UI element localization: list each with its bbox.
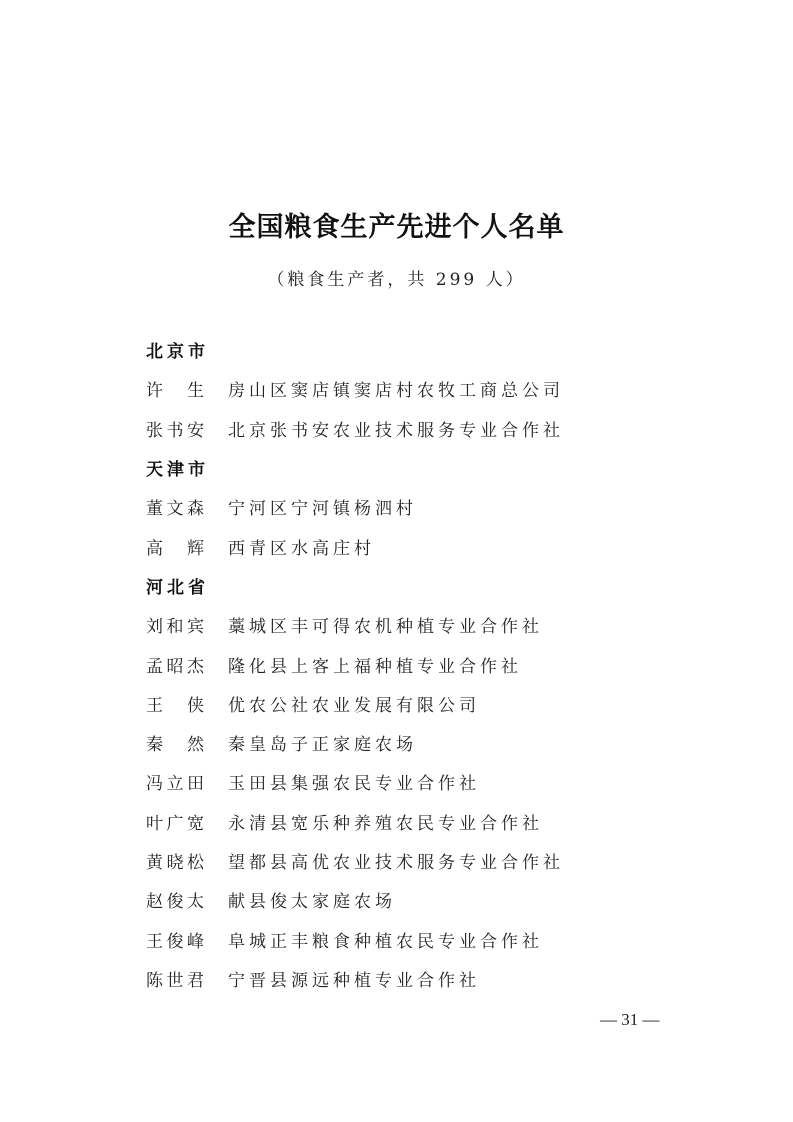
- name-char: 然: [187, 735, 204, 756]
- honoree-name: [146, 769, 204, 794]
- list-item: [146, 723, 666, 762]
- document-title: 全国粮食生产先进个人名单: [228, 212, 565, 243]
- list-item: [146, 487, 666, 526]
- name-char: 立: [166, 774, 184, 795]
- name-char: 晓: [166, 853, 184, 873]
- name-char: 侠: [187, 695, 204, 716]
- honoree-organization: 永清县宽乐种养殖农民专业合作社: [228, 813, 543, 834]
- name-char: 高: [146, 538, 163, 559]
- name-char: 君: [187, 970, 204, 991]
- list-item: [146, 841, 666, 880]
- honoree-organization: 献县俊太家庭农场: [228, 892, 396, 913]
- name-char: 孟: [146, 656, 163, 677]
- name-char: 书: [166, 420, 184, 441]
- honoree-organization: 优农公社农业发展有限公司: [228, 695, 480, 716]
- honoree-organization: 望都县高优农业技术服务专业合作社: [228, 853, 564, 873]
- honoree-organization: 隆化县上客上福种植专业合作社: [228, 656, 522, 677]
- name-char: 俊: [166, 892, 184, 913]
- honoree-name: [146, 691, 204, 716]
- name-char: 赵: [146, 892, 163, 913]
- page-number: — 31 —: [600, 1010, 660, 1029]
- name-char: 生: [187, 381, 204, 402]
- name-char: 安: [187, 420, 204, 441]
- name-char: 峰: [187, 931, 204, 952]
- honoree-name: [146, 652, 204, 677]
- name-char: 张: [146, 420, 163, 441]
- name-char: 俊: [166, 931, 184, 952]
- name-char: 田: [187, 774, 204, 795]
- honoree-organization: 秦皇岛子正家庭农场: [228, 735, 417, 756]
- province-heading: 北京市: [146, 342, 209, 363]
- honoree-name: [146, 376, 204, 401]
- name-char: 宾: [187, 617, 204, 638]
- honoree-name: [146, 730, 204, 755]
- name-char: 许: [146, 381, 163, 402]
- list-item: [146, 644, 666, 683]
- name-char: 王: [146, 695, 163, 716]
- list-item: [146, 880, 666, 919]
- name-char: 昭: [166, 656, 184, 677]
- name-char: 陈: [146, 970, 163, 991]
- document-subtitle: （粮食生产者，共 299 人）: [267, 270, 526, 290]
- list-item: [146, 409, 666, 448]
- honoree-organization: 北京张书安农业技术服务专业合作社: [228, 420, 564, 441]
- list-item: [146, 369, 666, 408]
- honoree-organization: 阜城正丰粮食种植农民专业合作社: [228, 931, 543, 952]
- name-char: 冯: [146, 774, 163, 795]
- honoree-organization: 宁晋县源远种植专业合作社: [228, 970, 480, 991]
- honoree-name: [146, 809, 204, 834]
- honoree-organization: 西青区水高庄村: [228, 538, 375, 559]
- list-item: [146, 762, 666, 801]
- honoree-name: [146, 416, 204, 441]
- name-char: 文: [166, 499, 184, 520]
- honoree-organization: 房山区窦店镇窦店村农牧工商总公司: [228, 381, 564, 402]
- name-char: 宽: [187, 813, 204, 834]
- name-char: 世: [166, 970, 184, 991]
- honoree-name: [146, 612, 204, 637]
- name-char: 刘: [146, 617, 163, 638]
- name-char: 松: [187, 853, 204, 873]
- name-char: 董: [146, 499, 163, 520]
- province-heading: 河北省: [146, 577, 209, 598]
- name-char: 黄: [146, 853, 163, 873]
- honoree-list: [146, 330, 666, 998]
- honoree-name: [146, 966, 204, 991]
- name-char: 森: [187, 499, 204, 520]
- province-heading: 天津市: [146, 460, 209, 481]
- honoree-name: [146, 848, 204, 873]
- honoree-organization: 藁城区丰可得农机种植专业合作社: [228, 617, 543, 638]
- honoree-name: [146, 887, 204, 912]
- name-char: 杰: [187, 656, 204, 677]
- name-char: 秦: [146, 735, 163, 756]
- honoree-name: [146, 494, 204, 519]
- list-item: [146, 959, 666, 998]
- honoree-organization: 玉田县集强农民专业合作社: [228, 774, 480, 795]
- name-char: 广: [166, 813, 184, 834]
- list-item: [146, 526, 666, 565]
- list-item: [146, 802, 666, 841]
- honoree-name: [146, 534, 204, 559]
- list-item: [146, 919, 666, 958]
- list-item: [146, 684, 666, 723]
- name-char: 太: [187, 892, 204, 913]
- list-item: [146, 605, 666, 644]
- name-char: 王: [146, 931, 163, 952]
- name-char: 辉: [187, 538, 204, 559]
- honoree-name: [146, 927, 204, 952]
- honoree-organization: 宁河区宁河镇杨泗村: [228, 499, 417, 520]
- name-char: 叶: [146, 813, 163, 834]
- name-char: 和: [166, 617, 184, 638]
